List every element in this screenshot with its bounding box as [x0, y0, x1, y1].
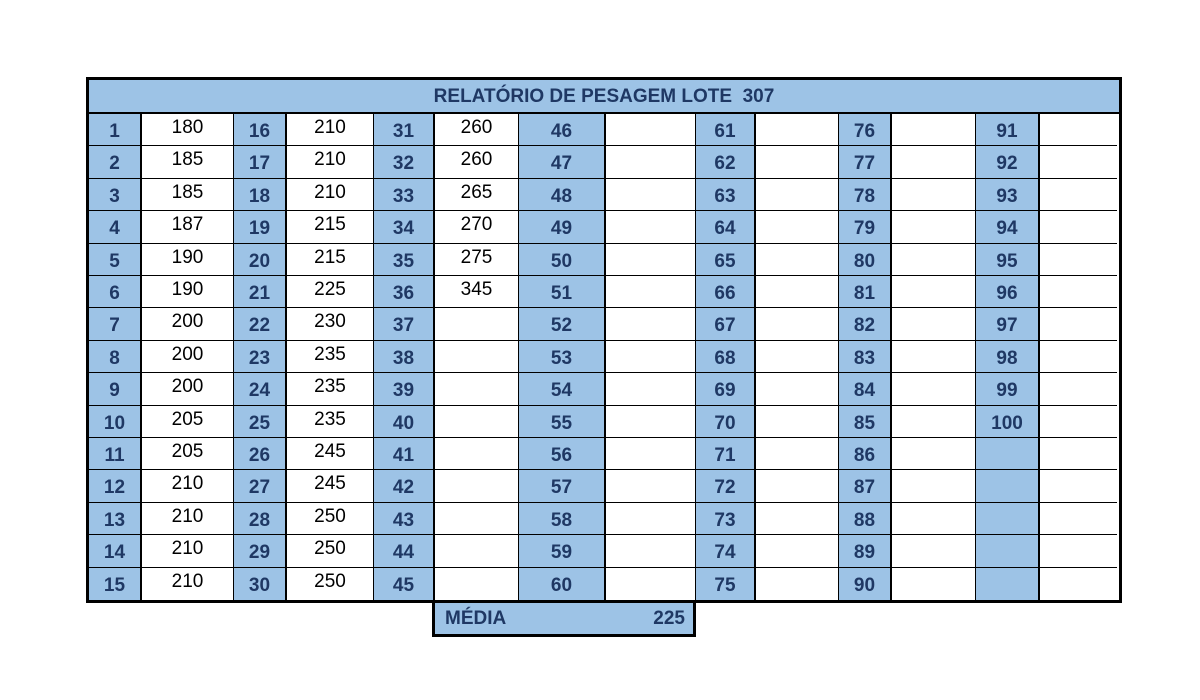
- weight-value: 275: [435, 244, 519, 276]
- animal-number: 33: [374, 179, 435, 211]
- weight-value: [1040, 308, 1117, 340]
- animal-number: 15: [89, 568, 142, 600]
- animal-number: 88: [839, 503, 892, 535]
- animal-number: 13: [89, 503, 142, 535]
- animal-number: 49: [519, 211, 606, 243]
- weight-value: [1040, 146, 1117, 178]
- animal-number: 41: [374, 438, 435, 470]
- weight-value: 250: [287, 503, 374, 535]
- weight-value: [892, 341, 976, 373]
- weight-value: 250: [287, 535, 374, 567]
- weight-value: 210: [142, 470, 234, 502]
- weight-value: [756, 373, 839, 405]
- weight-value: 215: [287, 244, 374, 276]
- animal-number: 48: [519, 179, 606, 211]
- weight-value: [435, 373, 519, 405]
- average-label: MÉDIA: [445, 608, 507, 629]
- average-value: 225: [653, 608, 685, 629]
- animal-number: [976, 503, 1040, 535]
- weight-value: 260: [435, 114, 519, 146]
- weight-value: [435, 406, 519, 438]
- weight-value: 190: [142, 244, 234, 276]
- animal-number: [976, 438, 1040, 470]
- weight-value: [606, 276, 696, 308]
- weight-value: [756, 276, 839, 308]
- animal-number: 37: [374, 308, 435, 340]
- weight-value: [892, 179, 976, 211]
- weight-value: [606, 535, 696, 567]
- animal-number: 55: [519, 406, 606, 438]
- weight-value: 270: [435, 211, 519, 243]
- animal-number: 60: [519, 568, 606, 600]
- weight-value: [892, 503, 976, 535]
- weight-value: 185: [142, 179, 234, 211]
- animal-number: 62: [696, 146, 756, 178]
- weight-value: [606, 211, 696, 243]
- animal-number: 38: [374, 341, 435, 373]
- animal-number: 92: [976, 146, 1040, 178]
- animal-number: 23: [234, 341, 287, 373]
- weight-value: 200: [142, 341, 234, 373]
- animal-number: 61: [696, 114, 756, 146]
- weight-value: [892, 211, 976, 243]
- weight-value: [1040, 568, 1117, 600]
- animal-number: 90: [839, 568, 892, 600]
- weight-value: 245: [287, 438, 374, 470]
- animal-number: 76: [839, 114, 892, 146]
- weight-value: [892, 438, 976, 470]
- animal-number: 3: [89, 179, 142, 211]
- weight-value: 245: [287, 470, 374, 502]
- animal-number: 43: [374, 503, 435, 535]
- weight-value: 200: [142, 373, 234, 405]
- weight-value: [756, 244, 839, 276]
- weight-value: [435, 308, 519, 340]
- weight-value: [756, 308, 839, 340]
- animal-number: 42: [374, 470, 435, 502]
- weight-value: [1040, 535, 1117, 567]
- animal-number: 54: [519, 373, 606, 405]
- weight-value: [1040, 406, 1117, 438]
- animal-number: 53: [519, 341, 606, 373]
- weight-value: [892, 276, 976, 308]
- animal-number: 28: [234, 503, 287, 535]
- weight-value: [1040, 438, 1117, 470]
- animal-number: 8: [89, 341, 142, 373]
- animal-number: 85: [839, 406, 892, 438]
- weight-value: 260: [435, 146, 519, 178]
- weight-value: 210: [142, 568, 234, 600]
- weight-value: [606, 438, 696, 470]
- animal-number: 36: [374, 276, 435, 308]
- animal-number: 50: [519, 244, 606, 276]
- animal-number: 63: [696, 179, 756, 211]
- weight-value: 200: [142, 308, 234, 340]
- weight-value: [435, 438, 519, 470]
- weight-value: [892, 406, 976, 438]
- weight-value: [756, 568, 839, 600]
- weight-value: [1040, 244, 1117, 276]
- animal-number: 16: [234, 114, 287, 146]
- animal-number: 27: [234, 470, 287, 502]
- animal-number: 84: [839, 373, 892, 405]
- animal-number: 77: [839, 146, 892, 178]
- weight-value: [435, 568, 519, 600]
- animal-number: 29: [234, 535, 287, 567]
- weight-value: 190: [142, 276, 234, 308]
- weight-value: [1040, 341, 1117, 373]
- weight-value: 235: [287, 406, 374, 438]
- animal-number: 70: [696, 406, 756, 438]
- animal-number: 5: [89, 244, 142, 276]
- animal-number: 24: [234, 373, 287, 405]
- weight-value: [435, 470, 519, 502]
- weight-value: [606, 244, 696, 276]
- animal-number: 12: [89, 470, 142, 502]
- animal-number: 17: [234, 146, 287, 178]
- weight-value: 265: [435, 179, 519, 211]
- weight-value: 180: [142, 114, 234, 146]
- weight-value: [435, 535, 519, 567]
- weighing-report-table: [86, 77, 1122, 603]
- animal-number: 83: [839, 341, 892, 373]
- animal-number: 99: [976, 373, 1040, 405]
- weight-value: [1040, 179, 1117, 211]
- weight-value: [892, 308, 976, 340]
- animal-number: 45: [374, 568, 435, 600]
- weight-value: 187: [142, 211, 234, 243]
- animal-number: 21: [234, 276, 287, 308]
- weight-value: 235: [287, 373, 374, 405]
- animal-number: 6: [89, 276, 142, 308]
- animal-number: 19: [234, 211, 287, 243]
- weight-value: [606, 341, 696, 373]
- weight-value: [892, 244, 976, 276]
- weight-value: [892, 373, 976, 405]
- weight-value: [606, 503, 696, 535]
- weight-value: [1040, 276, 1117, 308]
- weight-value: [756, 114, 839, 146]
- animal-number: 95: [976, 244, 1040, 276]
- animal-number: 65: [696, 244, 756, 276]
- weight-value: [1040, 211, 1117, 243]
- weight-value: [892, 568, 976, 600]
- animal-number: 78: [839, 179, 892, 211]
- weight-value: [606, 114, 696, 146]
- weight-value: [756, 535, 839, 567]
- animal-number: 18: [234, 179, 287, 211]
- weight-value: [606, 373, 696, 405]
- weight-value: [435, 341, 519, 373]
- weight-value: [1040, 503, 1117, 535]
- animal-number: [976, 568, 1040, 600]
- weight-value: 210: [287, 146, 374, 178]
- animal-number: 100: [976, 406, 1040, 438]
- average-summary: [432, 603, 696, 637]
- animal-number: 68: [696, 341, 756, 373]
- animal-number: [976, 470, 1040, 502]
- animal-number: 25: [234, 406, 287, 438]
- animal-number: 22: [234, 308, 287, 340]
- animal-number: 10: [89, 406, 142, 438]
- weight-value: 205: [142, 406, 234, 438]
- weight-value: 215: [287, 211, 374, 243]
- animal-number: 73: [696, 503, 756, 535]
- animal-number: 86: [839, 438, 892, 470]
- animal-number: [976, 535, 1040, 567]
- animal-number: 98: [976, 341, 1040, 373]
- animal-number: 67: [696, 308, 756, 340]
- animal-number: 9: [89, 373, 142, 405]
- animal-number: 7: [89, 308, 142, 340]
- weight-value: [1040, 373, 1117, 405]
- animal-number: 66: [696, 276, 756, 308]
- animal-number: 91: [976, 114, 1040, 146]
- animal-number: 87: [839, 470, 892, 502]
- animal-number: 14: [89, 535, 142, 567]
- animal-number: 97: [976, 308, 1040, 340]
- animal-number: 80: [839, 244, 892, 276]
- animal-number: 57: [519, 470, 606, 502]
- animal-number: 64: [696, 211, 756, 243]
- weight-value: [892, 470, 976, 502]
- weight-value: [606, 146, 696, 178]
- weight-value: [756, 146, 839, 178]
- animal-number: 51: [519, 276, 606, 308]
- weight-value: [756, 503, 839, 535]
- weight-value: [606, 470, 696, 502]
- animal-number: 79: [839, 211, 892, 243]
- animal-number: 59: [519, 535, 606, 567]
- animal-number: 58: [519, 503, 606, 535]
- animal-number: 2: [89, 146, 142, 178]
- animal-number: 94: [976, 211, 1040, 243]
- weight-value: [606, 568, 696, 600]
- weight-value: [892, 114, 976, 146]
- animal-number: 56: [519, 438, 606, 470]
- weight-value: [892, 535, 976, 567]
- animal-number: 75: [696, 568, 756, 600]
- weight-value: 250: [287, 568, 374, 600]
- animal-number: 74: [696, 535, 756, 567]
- animal-number: 20: [234, 244, 287, 276]
- animal-number: 96: [976, 276, 1040, 308]
- weight-value: [756, 470, 839, 502]
- weight-value: [1040, 114, 1117, 146]
- weight-value: [756, 341, 839, 373]
- weight-value: 210: [142, 535, 234, 567]
- animal-number: 11: [89, 438, 142, 470]
- animal-number: 30: [234, 568, 287, 600]
- animal-number: 81: [839, 276, 892, 308]
- weight-value: 210: [287, 179, 374, 211]
- weight-value: [606, 179, 696, 211]
- animal-number: 39: [374, 373, 435, 405]
- animal-number: 89: [839, 535, 892, 567]
- animal-number: 31: [374, 114, 435, 146]
- weight-value: 235: [287, 341, 374, 373]
- weight-value: [756, 406, 839, 438]
- animal-number: 4: [89, 211, 142, 243]
- weight-value: [606, 406, 696, 438]
- animal-number: 26: [234, 438, 287, 470]
- animal-number: 32: [374, 146, 435, 178]
- weight-value: [756, 438, 839, 470]
- animal-number: 47: [519, 146, 606, 178]
- report-title: RELATÓRIO DE PESAGEM LOTE 307: [89, 80, 1119, 114]
- animal-number: 1: [89, 114, 142, 146]
- weight-value: [1040, 470, 1117, 502]
- weight-value: [756, 179, 839, 211]
- weights-grid: [89, 114, 1119, 600]
- weight-value: 225: [287, 276, 374, 308]
- animal-number: 72: [696, 470, 756, 502]
- animal-number: 40: [374, 406, 435, 438]
- animal-number: 82: [839, 308, 892, 340]
- animal-number: 93: [976, 179, 1040, 211]
- animal-number: 69: [696, 373, 756, 405]
- animal-number: 44: [374, 535, 435, 567]
- weight-value: [892, 146, 976, 178]
- weight-value: [606, 308, 696, 340]
- weight-value: 185: [142, 146, 234, 178]
- animal-number: 35: [374, 244, 435, 276]
- animal-number: 46: [519, 114, 606, 146]
- weight-value: 205: [142, 438, 234, 470]
- weight-value: [435, 503, 519, 535]
- weight-value: 210: [142, 503, 234, 535]
- animal-number: 34: [374, 211, 435, 243]
- animal-number: 52: [519, 308, 606, 340]
- weight-value: 230: [287, 308, 374, 340]
- weight-value: [756, 211, 839, 243]
- weight-value: 345: [435, 276, 519, 308]
- animal-number: 71: [696, 438, 756, 470]
- weight-value: 210: [287, 114, 374, 146]
